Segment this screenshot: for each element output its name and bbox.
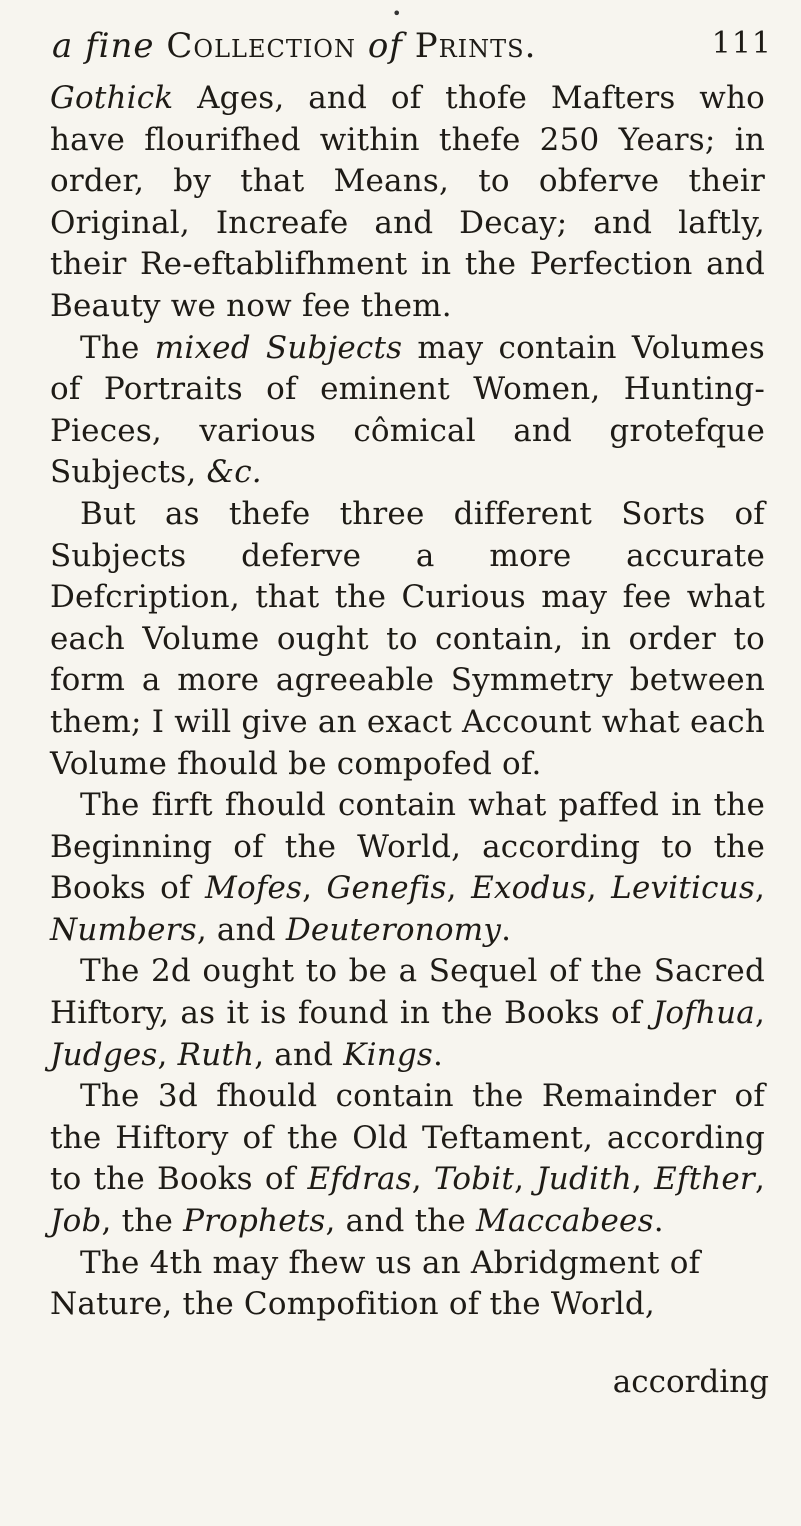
italic-term: mixed Subjects: [154, 329, 403, 366]
paragraph-fourth-volume: [50, 1243, 765, 1326]
text-run: ,: [754, 870, 765, 907]
text-run: ,: [157, 1036, 178, 1073]
text-run: .: [653, 1203, 664, 1240]
italic-term: Deuteronomy: [285, 911, 502, 948]
text-run: ,: [302, 870, 327, 907]
text-run: , and: [254, 1036, 344, 1073]
text-run: The 3d fhould contain the Remainder of the Hiftory of the Old Teftament, according to the Books of: [50, 1078, 765, 1198]
italic-term: Tobit: [433, 1161, 515, 1198]
italic-term: Leviticus: [611, 870, 755, 907]
body-text: [50, 78, 765, 1326]
running-head-prints: Prints.: [414, 26, 537, 66]
text-run: may contain Volumes of Portraits of eminent Women, Hunting-Pieces, various cômical and grotefque Subjects,: [50, 329, 765, 491]
printer-mark: •: [392, 4, 402, 23]
italic-term: Exodus: [471, 870, 587, 907]
italic-term: Prophets: [183, 1203, 326, 1240]
page-number: 111: [711, 26, 772, 61]
paragraph-third-volume: [50, 1076, 765, 1242]
italic-term: &c.: [206, 454, 262, 491]
italic-term: Genefis: [326, 870, 447, 907]
italic-term: Kings: [343, 1036, 434, 1073]
text-run: ,: [631, 1161, 655, 1198]
italic-term: Mofes: [205, 870, 303, 907]
text-run: But as thefe three different Sorts of Subjects deferve a more accurate Defcription, that the Curious may fee what each Volume ought to contain, in order to form a more agreeable Symmetry between them; I will give an exact Account what each Volume fhould be compofed of.: [50, 495, 765, 782]
text-run: The 2d ought to be a Sequel of the Sacred Hiftory, as it is found in the Books of: [50, 953, 765, 1032]
text-run: .: [501, 911, 512, 948]
text-run: , the: [101, 1203, 184, 1240]
catchword: according: [612, 1364, 769, 1400]
italic-term: Ruth: [177, 1036, 255, 1073]
text-run: ,: [754, 1161, 766, 1198]
paragraph-three-sorts: [50, 494, 765, 785]
running-head: [52, 26, 772, 66]
text-run: .: [433, 1036, 444, 1073]
italic-term: Job: [50, 1203, 102, 1240]
running-head-collection: Collection: [166, 26, 356, 66]
italic-term: Judges: [50, 1036, 158, 1073]
italic-term: Efther: [654, 1161, 755, 1198]
text-run: ,: [446, 870, 472, 907]
paragraph-second-volume: [50, 951, 765, 1076]
paragraph-mixed-subjects: [50, 328, 765, 494]
text-run: Ages, and of thofe Mafters who have flourifhed within thefe 250 Years; in order, by that Means, to obferve their Original, Increafe and Decay; and laftly, their Re-eftablifhment in the Perfection and Beauty we now fee them.: [50, 80, 765, 324]
text-run: The firft fhould contain what paffed in the Beginning of the World, according to the Books of: [50, 787, 765, 907]
italic-term: Maccabees: [476, 1203, 654, 1240]
italic-term: Judith: [536, 1161, 632, 1198]
italic-term: Jofhua: [652, 995, 755, 1032]
italic-term: Gothick: [50, 80, 174, 116]
paragraph-first-volume: [50, 785, 765, 951]
text-run: , and: [196, 911, 286, 948]
paragraph-gothick-ages: [50, 78, 765, 328]
italic-term: Numbers: [50, 911, 197, 948]
text-run: ,: [754, 995, 765, 1032]
running-head-of: of: [367, 26, 403, 66]
text-run: , and the: [325, 1203, 477, 1240]
text-run: The 4th may fhew us an Abridgment of Nature, the Compofition of the World,: [50, 1244, 701, 1323]
text-run: ,: [411, 1161, 434, 1198]
running-head-a-fine: a fine: [52, 26, 155, 66]
text-run: The: [80, 329, 155, 366]
text-run: ,: [586, 870, 612, 907]
text-run: ,: [514, 1161, 537, 1198]
italic-term: Efdras: [307, 1161, 412, 1198]
